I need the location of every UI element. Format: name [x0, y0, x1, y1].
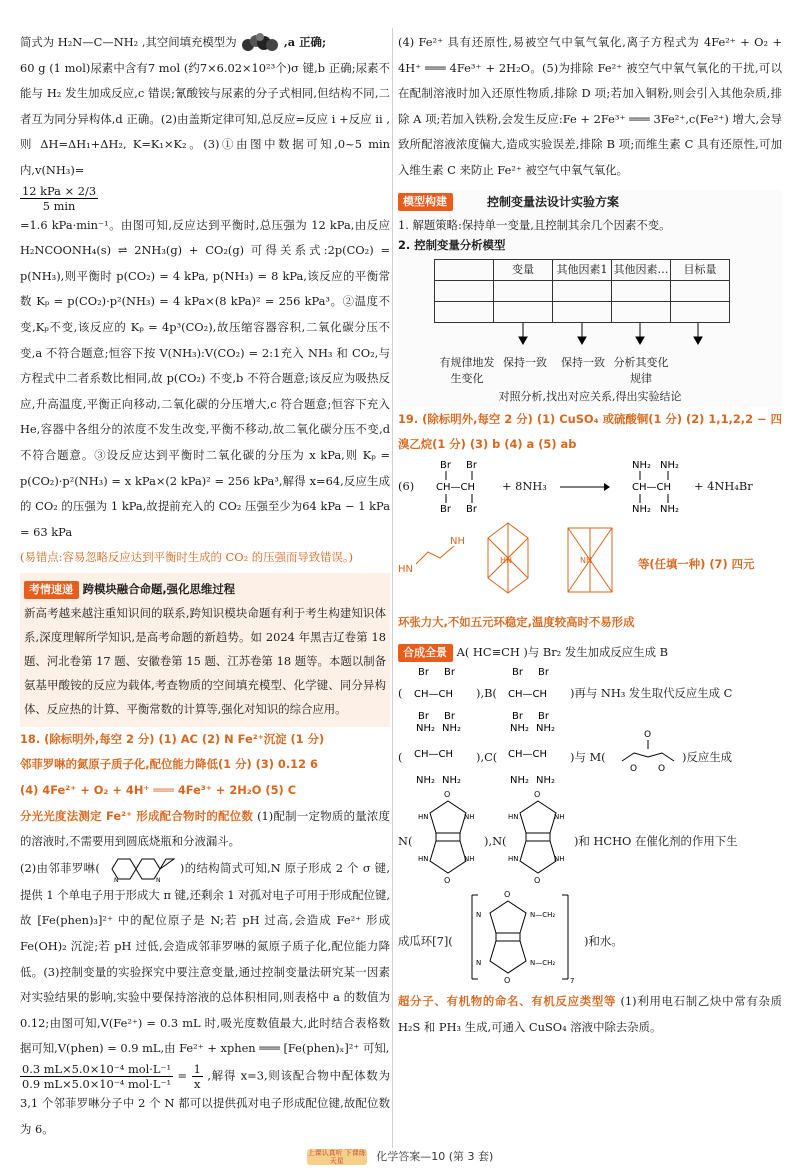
svg-text:NH: NH: [464, 813, 475, 822]
svg-text:O: O: [444, 790, 451, 800]
svg-text:NH₂: NH₂: [632, 503, 652, 514]
svg-text:HN: HN: [398, 563, 413, 575]
left-rate-fraction: [20, 184, 390, 213]
q19-last-body: (1)利用电石制乙炔中常有杂质 H₂S 和 PH₃ 生成,可通入 CuSO₄ 溶液中除去杂质。: [398, 994, 783, 1034]
b-structure-2: [502, 665, 566, 721]
exam-trend-title: 跨模块融合命题,强化思维过程: [82, 581, 236, 596]
synthesis-tag: 合成全景: [398, 644, 453, 662]
m-carbonate-structure: [618, 727, 678, 777]
exam-trend-body: 新高考越来越注重知识间的联系,跨知识模块命题有利于考生构建知识体系,深度理解所学知识,是高考命题的新趋势。如 2024 年黑吉辽卷第 18 题、河北卷第 17 题、安徽卷第 15 题、江苏卷第 18 题等。本题以制备氨基甲酸铵的反应为载体,考查物质的空间填充模型、化学键、同分异构体、反应热的计算、平衡常数的计算等,强化对知识的综合应用。: [24, 605, 386, 716]
model-conclusion: 对照分析,找出对应关系,得出实验结论: [498, 389, 682, 403]
arrow-labels: [438, 355, 782, 387]
synthesis-line4: [398, 789, 782, 889]
svg-text:Br: Br: [538, 667, 549, 679]
model-tag: 模型构建: [398, 193, 453, 211]
left-p3: =1.6 kPa·min⁻¹。由图可知,反应达到平衡时,总压强为 12 kPa,由反应 H₂NCOONH₄(s) ⇌ 2NH₃(g) + CO₂(g) 可得关系式:2p(CO₂) = p(NH₃),则平衡时 p(CO₂) = 4 kPa, p(NH₃) = 8 kPa,该反应的平衡常数 Kₚ = p(CO₂)·p²(NH₃) = 4 kPa×(8 kPa)² = 256 kPa³。②温度不变,Kₚ不变,该反应的 Kₚ = 4p³(CO₂),故压缩容器容积,二氧化碳分压不变,a 不符合题意;恒容下按 V(NH₃):V(CO₂) = 2:1充入 NH₃ 和 CO₂,与方程式中二者系数比相同,故 p(CO₂) 不变,b 不符合题意;该反应为吸热反应,升高温度,平衡正向移动,二氧化碳的分压增大,c 符合题意;恒容下充入 He,容器中各组分的浓度不发生改变,平衡不移动,故二氧化碳分压不变,d 不符合题意。③设反应达到平衡时二氧化碳的分压为 x kPa,则 Kₚ = p(CO₂)·p²(NH₃) = x kPa×(2 kPa)² = 256 kPa³,解得 x=64,反应生成的 CO₂ 的压强为 1 kPa,故提前充入的 CO₂ 压强至少为64 kPa − 1 kPa = 63 kPa: [20, 217, 390, 539]
page-footer: [0, 1148, 800, 1165]
q19-6-rhs: + 4NH₄Br: [694, 478, 753, 493]
pitfall-note: (易错点:容易忽略反应达到平衡时生成的 CO₂ 的压强而导致错误。): [20, 550, 354, 565]
table-row: [435, 281, 730, 302]
svg-text:NH₂: NH₂: [536, 775, 556, 786]
svg-text:N: N: [476, 911, 482, 920]
q18-body2b: )的结构简式可知,N 原子形成 2 个 σ 键,提供 1 个单电子用于形成大 π 键,还剩余 1 对孤对电子可用于形成配位键,故 [Fe(phen)₃]²⁺ 中的配位原子是 N;若 pH 过高,会造成 Fe²⁺ 形成 Fe(OH)₂ 沉淀;若 pH 过低,会造成邻菲罗啉的氮原子质子化,配位能力降低。(3)控制变量的实验探究中要注意变量,通过控制变量法研究某一因素对实验结果的影响,实验中要保持溶液的总体积相同,则表格中 a 的数值为 0.12;由图可知,V(Fe²⁺) = 0.3 mL 时,吸光度数值最大,此时结合表格数据可知,V(phen) = 0.9 mL,由 Fe²⁺ + xphen ═══ [Fe(phen)ₓ]²⁺ 可知,: [20, 860, 391, 1056]
q18-body2a: (2)由邻菲罗啉(: [20, 860, 100, 875]
svg-text:NH: NH: [464, 855, 475, 864]
b-structure-1: [408, 665, 472, 721]
svg-text:O: O: [444, 876, 451, 886]
svg-text:Br: Br: [466, 503, 477, 514]
arrow-label: 分析其变化规律: [613, 355, 669, 385]
svg-text:Br: Br: [418, 711, 429, 722]
model-construction-box: [398, 190, 782, 407]
table-header-cell: 目标量: [671, 260, 730, 281]
table-row: [435, 302, 730, 323]
synthesis-line5: [398, 889, 782, 989]
synthesis-p3b: )与 M(: [570, 750, 606, 765]
svg-text:Br: Br: [440, 503, 451, 514]
urea-space-filling-model: [240, 33, 280, 53]
rate-frac-num: 12 kPa × 2/3: [22, 183, 97, 198]
glycoluril-structure-2: [506, 789, 570, 885]
table-header-cell: 其他因素…: [612, 260, 671, 281]
svg-text:N: N: [113, 876, 119, 883]
table-header-cell: 其他因素1: [553, 260, 612, 281]
left-column: [20, 30, 390, 1142]
svg-text:CH—CH: CH—CH: [436, 481, 476, 493]
arrow-label: 有规律地发生变化: [439, 355, 495, 385]
footer-text: 化学答案—10 (第 3 套): [376, 1150, 494, 1163]
model-head: [398, 190, 782, 216]
urea-formula-text: 简式为 H₂N—C—NH₂ ,其空间填充模型为: [20, 35, 237, 49]
open-paren: (: [398, 686, 403, 701]
svg-text:NH₂: NH₂: [416, 723, 436, 735]
svg-text:NH₂: NH₂: [442, 775, 462, 786]
svg-text:Br: Br: [418, 667, 429, 679]
synthesis-p4b: ),N(: [484, 834, 507, 849]
q18-body1: (1)配制一定物质的量浓度的溶液时,不需要用到圆底烧瓶和分液漏斗。: [20, 808, 391, 849]
synthesis-p2b: )再与 NH₃ 发生取代反应生成 C: [570, 686, 733, 701]
left-p1: [20, 30, 390, 56]
right-column: [398, 30, 782, 1040]
svg-text:N—CH₂: N—CH₂: [530, 911, 556, 920]
q19-6-label: (6): [398, 478, 415, 493]
svg-text:N: N: [476, 959, 482, 968]
svg-text:N: N: [155, 876, 161, 883]
synthesis-p3c: )反应生成: [682, 750, 733, 765]
svg-text:O: O: [534, 876, 541, 886]
c-structure-1: [408, 721, 472, 785]
synthesis-p5a: 成瓜环[7](: [398, 934, 453, 949]
synthesis-p3a: ),C(: [476, 750, 498, 765]
svg-text:NH: NH: [450, 535, 465, 547]
svg-text:HN: HN: [418, 855, 429, 864]
q18-fraction-line: $\frac{\text{0.3 mL×5.0×10⁻⁴ mol·L⁻¹}}{\text{0.9 mL×5.0×10⁻⁴ mol·L⁻¹}}$ = $\frac{1}{x}$ ,解得 x=3,则该配合物中配体数为 3,1 个邻菲罗啉分子中 2 个 N 都可以提供孤对电子形成配位键,故配位数为 6。: [20, 1062, 391, 1136]
q19-6-plus-nh3: + 8NH₃: [502, 478, 547, 493]
svg-text:O: O: [504, 890, 511, 900]
svg-text:NH₂: NH₂: [510, 723, 530, 735]
glycoluril-structure-1: [416, 789, 480, 885]
svg-text:NH: NH: [580, 555, 592, 565]
svg-text:NH₂: NH₂: [536, 723, 556, 735]
tetraaminoethane-structure: [618, 458, 688, 514]
synthesis-line2: [398, 665, 782, 721]
left-p2: 60 g (1 mol)尿素中含有7 mol (约7×6.02×10²³个)σ 键,b 正确;尿素不能与 H₂ 发生加成反应,c 错误;氰酸铵与尿素的分子式相同,但结构不同,二者互为同分异构体,d 正确。(2)由盖斯定律可知,总反应=反应 i +反应 ii ,则 ΔH=ΔH₁+ΔH₂, K=K₁×K₂。(3)①由图中数据可知,0~5 min内,v(NH₃)=: [20, 60, 390, 177]
synthesis-p4c: )和 HCHO 在催化剂的作用下生: [574, 834, 738, 849]
column-divider: [392, 28, 393, 1148]
svg-text:Br: Br: [440, 459, 451, 471]
synthesis-p5b: )和水。: [584, 934, 623, 949]
q18-body3: ,解得 x=3,则该配合物中配体数为 3,1 个邻菲罗啉分子中 2 个 N 都可以提供孤对电子形成配位键,故配位数为 6。: [20, 1068, 391, 1136]
model-line1: 1. 解题策略:保持单一变量,且控制其余几个因素不变。: [398, 218, 671, 233]
cage-structure-2: [558, 518, 628, 608]
svg-text:N—CH₂: N—CH₂: [530, 959, 556, 968]
q19-head: 19. (除标明外,每空 2 分) (1) CuSO₄ 或硫酸铜(1 分) (2) 1,1,2,2 − 四溴乙烷(1 分) (3) b (4) a (5) ab: [398, 411, 782, 452]
model-arrows: [434, 323, 734, 345]
q18-line2: 邻菲罗啉的氮原子质子化,配位能力降低(1 分) (3) 0.12 6: [20, 757, 318, 772]
svg-text:CH—CH: CH—CH: [414, 749, 454, 761]
phenanthroline-structure: [104, 855, 176, 883]
synthesis-p2a: ),B(: [476, 686, 497, 701]
cage-structure-1: [478, 518, 548, 608]
svg-text:NH: NH: [554, 813, 565, 822]
rate-frac-den: 5 min: [42, 198, 76, 213]
q18-line3: (4) 4Fe²⁺ + O₂ + 4H⁺ ═══ 4Fe³⁺ + 2H₂O (5) C: [20, 783, 297, 798]
cucurbituril-unit-structure: [468, 889, 578, 985]
rate-fraction: [20, 184, 98, 213]
variable-table: [434, 259, 730, 323]
q19-structures-row: [398, 518, 782, 610]
ratio-fraction: [20, 1062, 173, 1091]
svg-text:O: O: [534, 790, 541, 800]
svg-text:HN: HN: [500, 555, 512, 565]
svg-text:Br: Br: [512, 667, 523, 679]
diimine-structure: [398, 528, 468, 588]
svg-text:O: O: [504, 976, 511, 986]
svg-text:O: O: [658, 764, 666, 775]
svg-text:NH₂: NH₂: [660, 459, 680, 471]
publisher-logo: 上课认真听 下课练天星: [307, 1149, 366, 1165]
one-over-x-num: 1: [193, 1062, 201, 1076]
svg-text:NH₂: NH₂: [510, 775, 530, 786]
svg-text:NH: NH: [554, 855, 565, 864]
q19-answer-tail: 等(任填一种) (7) 四元: [638, 556, 755, 571]
svg-text:CH—CH: CH—CH: [632, 481, 672, 493]
svg-text:NH₂: NH₂: [416, 775, 436, 786]
svg-text:HN: HN: [508, 855, 519, 864]
svg-text:Br: Br: [466, 459, 477, 471]
synthesis-line3: [398, 721, 782, 789]
model-line2: 2. 控制变量分析模型: [398, 238, 506, 253]
svg-text:NH₂: NH₂: [442, 723, 462, 735]
svg-text:HN: HN: [418, 813, 429, 822]
svg-text:NH₂: NH₂: [632, 459, 652, 471]
svg-text:Br: Br: [512, 711, 523, 722]
svg-text:Br: Br: [538, 711, 549, 722]
left-p1-tail: ,a 正确;: [283, 35, 327, 49]
table-row: [435, 260, 730, 281]
model-title: 控制变量法设计实验方案: [487, 194, 620, 209]
synthesis-p4a: N(: [398, 834, 413, 849]
arrow-label: 保持一致: [561, 355, 605, 369]
svg-text:NH₂: NH₂: [660, 503, 680, 514]
table-header-cell: [435, 260, 494, 281]
exam-trend-tag: 考情速递: [24, 581, 79, 599]
svg-text:HN: HN: [508, 813, 519, 822]
svg-text:O: O: [644, 730, 652, 741]
svg-text:CH—CH: CH—CH: [508, 749, 548, 761]
svg-text:CH—CH: CH—CH: [508, 689, 548, 701]
one-over-x-den: x: [193, 1077, 201, 1091]
svg-text:O: O: [630, 764, 638, 775]
svg-text:Br: Br: [444, 711, 455, 722]
c-structure-2: [502, 721, 566, 785]
tetrabromoethane-structure: [422, 458, 492, 514]
q19-part7: 环张力大,不如五元环稳定,温度较高时不易形成: [398, 614, 635, 629]
q18-head: 18. (除标明外,每空 2 分) (1) AC (2) N Fe²⁺沉淀 (1 分): [20, 731, 325, 746]
one-over-x-fraction: [192, 1062, 203, 1091]
arrow-label: 保持一致: [503, 355, 547, 369]
exam-trend-box: [20, 573, 390, 727]
ratio-frac-num: 0.3 mL×5.0×10⁻⁴ mol·L⁻¹: [22, 1062, 172, 1076]
open-paren-2: (: [398, 750, 403, 765]
table-header-cell: 变量: [494, 260, 553, 281]
reaction-arrow: [560, 482, 610, 492]
q19-last-head: 超分子、有机物的命名、有机反应类型等: [398, 994, 617, 1009]
right-p1: (4) Fe²⁺ 具有还原性,易被空气中氧气氧化,离子方程式为 4Fe²⁺ + O₂ + 4H⁺ ═══ 4Fe³⁺ + 2H₂O。(5)为排除 Fe²⁺ 被空气中氧气氧化的干扰,可以在配制溶液时加入还原性物质,排除 D 项;若加入铜粉,则会引入其他杂质,排除 A 项;若加入铁粉,会发生反应:Fe + 2Fe³⁺ ═══ 3Fe²⁺,c(Fe²⁺) 增大,会导致所配溶液浓度偏大,造成实验误差,排除 B 项;而维生素 C 具有还原性,可加入维生素 C 来防止 Fe²⁺ 被空气中氧气氧化。: [398, 35, 782, 177]
svg-text:CH—CH: CH—CH: [414, 689, 454, 701]
synthesis-p1: A( HC≡CH )与 Br₂ 发生加成反应生成 B: [456, 644, 668, 659]
svg-text:7: 7: [570, 977, 575, 986]
q18-line4: 分光光度法测定 Fe²⁺ 形成配合物时的配位数: [20, 808, 254, 823]
q19-part6: [398, 458, 782, 518]
svg-text:Br: Br: [444, 667, 455, 679]
ratio-frac-den: 0.9 mL×5.0×10⁻⁴ mol·L⁻¹: [22, 1077, 172, 1091]
